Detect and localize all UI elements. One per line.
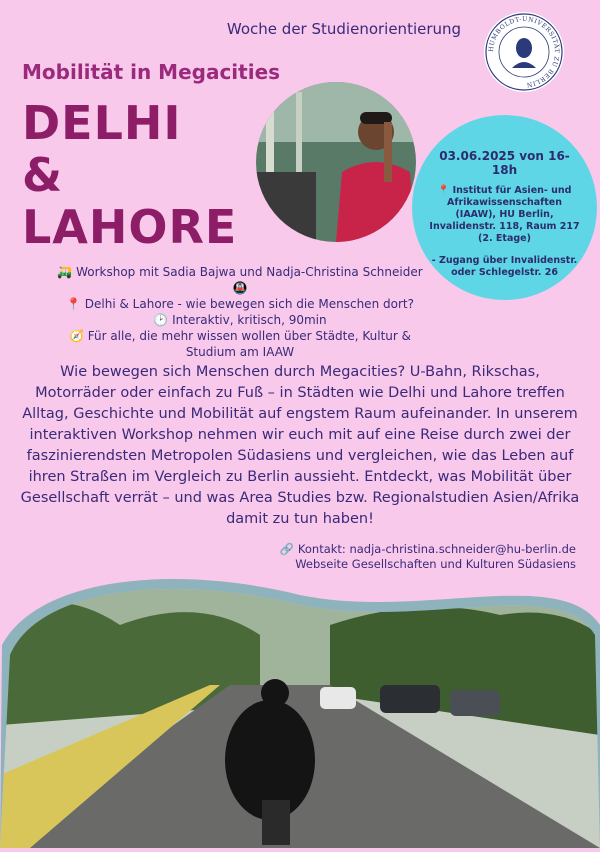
event-access-note: - Zugang über Invalidenstr. oder Schlegelstr. 26 [431, 255, 578, 278]
university-seal [484, 12, 564, 92]
contact-email-link[interactable]: 🔗 Kontakt: nadja-christina.schneider@hu-berlin.de [279, 542, 576, 556]
title-city-lahore: LAHORE [22, 200, 238, 254]
portrait-photo [256, 82, 416, 242]
seal-lettering: HUMBOLDT-UNIVERSITÄT ZU BERLIN [487, 15, 561, 89]
event-date-time: 03.06.2025 von 16-18h [439, 149, 570, 177]
title-ampersand: & [22, 148, 64, 202]
event-series-heading: Woche der Studienorientierung [226, 20, 462, 38]
seal-logo [484, 12, 564, 92]
title-city-delhi: DELHI [22, 96, 182, 150]
subtitle: Mobilität in Megacities [22, 60, 281, 84]
workshop-audience: 🧭 Für alle, die mehr wissen wollen über Städte, Kultur & Studium am IAAW [68, 329, 412, 359]
contact-block [280, 542, 576, 572]
workshop-format: 🕑 Interaktiv, kritisch, 90min [153, 313, 327, 327]
workshop-hosts: 🛺 Workshop mit Sadia Bajwa und Nadja-Christina Schneider 🚇 [57, 265, 423, 295]
street-photo [0, 575, 600, 848]
description-text: Wie bewegen sich Menschen durch Megacities? U-Bahn, Rikschas, Motorräder oder einfach zu Fuß – in Städten wie Delhi und Lahore treffen Alltag, Geschichte und Mobilität auf engstem Raum aufeinander. In unserem interaktiven Workshop nehmen wir euch mit auf eine Reise durch zwei der faszinierendsten Metropolen Südasiens und vergleichen, wie das Leben auf ihren Straßen im Vergleich zu Berlin aussieht. Entdeckt, was Mobilität über Gesellschaft verrät – und was Area Studies bzw. Regionalstudien Asien/Afrika damit zu tun haben! [20, 364, 580, 527]
event-location: 📍 Institut für Asien- und Afrikawissenschaften (IAAW), HU Berlin, Invalidenstr. 118, Raum 217 (2. Etage) [429, 185, 580, 244]
workshop-question: 📍 Delhi & Lahore - wie bewegen sich die Menschen dort? [66, 297, 414, 311]
website-link[interactable]: Webseite Gesellschaften und Kulturen Südasiens [295, 557, 576, 571]
workshop-details [20, 264, 460, 360]
